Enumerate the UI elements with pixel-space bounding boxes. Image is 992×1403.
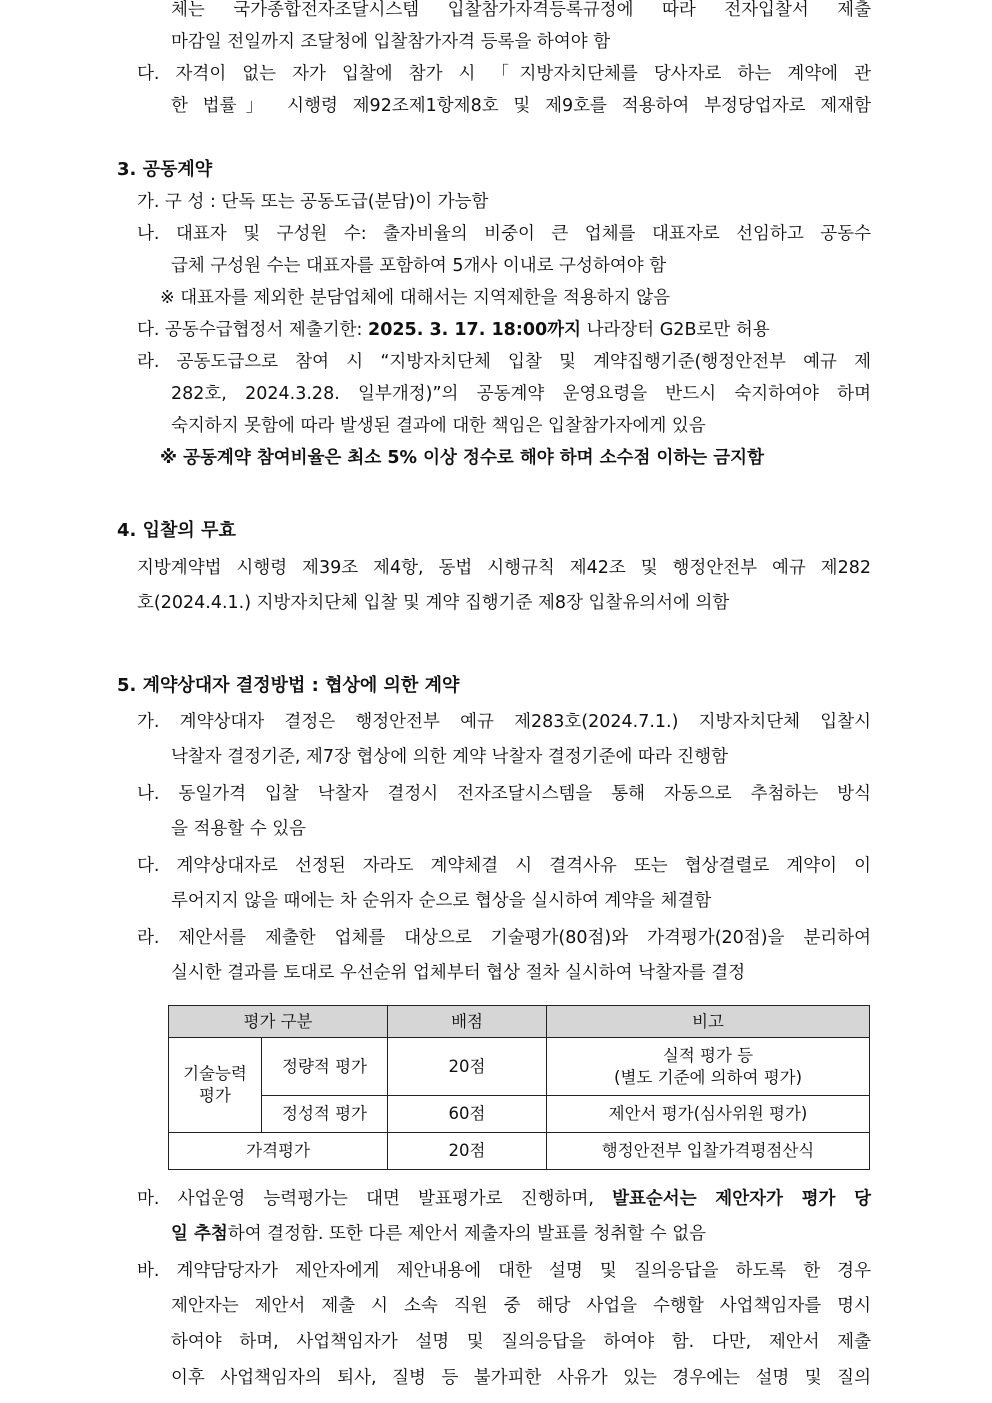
s5-item-ma-bold-1: 발표순서는 제안자가 평가 당	[612, 1189, 871, 1209]
s5-item-ba-line-2: 제안자는 제안서 제출 시 소속 직원 중 해당 사업을 수행할 사업책임자를 명시	[171, 1296, 871, 1316]
qualitative-score: 60점	[388, 1096, 547, 1133]
s5-item-ma-prefix: 마. 사업운영 능력평가는 대면 발표평가로 진행하며,	[137, 1189, 613, 1209]
item-da-line-1: 다. 자격이 없는 자가 입찰에 참가 시 「지방자치단체를 당사자로 하는 계약에 관	[137, 64, 871, 84]
qualitative-item: 정성적 평가	[262, 1096, 388, 1133]
qualification-line-2: 마감일 전일까지 조달청에 입찰참가자격 등록을 하여야 함	[171, 32, 611, 52]
tech-ability-label-2: 평가	[199, 1086, 231, 1105]
s5-item-na-line-2: 을 적용할 수 있음	[171, 819, 307, 839]
s3-item-ra-line-3: 숙지하지 못함에 따라 발생된 결과에 대한 책임은 입찰참가자에게 있음	[171, 416, 706, 436]
table-row	[169, 1096, 870, 1133]
quantitative-note-2: (별도 기준에 의하여 평가)	[614, 1067, 803, 1087]
s5-item-ma-bold-2: 일 추첨	[171, 1224, 228, 1244]
quantitative-note-1: 실적 평가 등	[662, 1045, 754, 1065]
evaluation-table	[168, 1005, 870, 1170]
table-row	[169, 1133, 870, 1170]
s3-item-da-suffix: 나라장터 G2B로만 허용	[581, 320, 770, 340]
qualification-line-1: 체는 국가종합전자조달시스템 입찰참가자격등록규정에 따라 전자입찰서 제출	[171, 0, 871, 20]
s3-item-na-line-1: 나. 대표자 및 구성원 수: 출자비율의 비중이 큰 업체를 대표자로 선임하고 공동수	[137, 224, 871, 244]
tech-ability-cell	[169, 1038, 262, 1133]
s5-item-ga-line-2: 낙찰자 결정기준, 제7장 협상에 의한 계약 낙찰자 결정기준에 따라 진행함	[171, 747, 729, 767]
section-3-heading: 3. 공동계약	[117, 159, 213, 180]
s5-item-ga-line-1: 가. 계약상대자 결정은 행정안전부 예규 제283호(2024.7.1.) 지방자치단체 입찰시	[137, 712, 871, 732]
s3-item-da-prefix: 다. 공동수급협정서 제출기한:	[137, 320, 369, 340]
s5-item-ma-line-2	[171, 1222, 706, 1246]
s3-item-na-line-2: 급체 구성원 수는 대표자를 포함하여 5개사 이내로 구성하여야 함	[171, 256, 667, 276]
s5-item-ma-line-1	[137, 1187, 871, 1211]
s5-item-ba-line-1: 바. 계약담당자가 제안자에게 제안내용에 대한 설명 및 질의응답을 하도록 한 경우	[137, 1261, 871, 1281]
qualitative-note: 제안서 평가(심사위원 평가)	[547, 1096, 870, 1133]
quantitative-score: 20점	[388, 1038, 547, 1096]
section-5-heading: 5. 계약상대자 결정방법 : 협상에 의한 계약	[117, 675, 460, 696]
header-category: 평가 구분	[169, 1006, 388, 1038]
s3-note-region: ※ 대표자를 제외한 분담업체에 대해서는 지역제한을 적용하지 않음	[160, 288, 671, 308]
s5-item-ra-line-2: 실시한 결과를 토대로 우선순위 업체부터 협상 절차 실시하여 낙찰자를 결정	[171, 963, 746, 983]
s5-item-ba-line-4: 이후 사업책임자의 퇴사, 질병 등 불가피한 사유가 있는 경우에는 설명 및 질의	[171, 1368, 871, 1388]
s5-item-ma-suffix: 하여 결정함. 또한 다른 제안서 제출자의 발표를 청취할 수 없음	[227, 1224, 707, 1244]
header-note: 비고	[547, 1006, 870, 1038]
s3-item-ga: 가. 구 성 : 단독 또는 공동도급(분담)이 가능함	[137, 192, 489, 212]
price-note: 행정안전부 입찰가격평점산식	[547, 1133, 870, 1170]
s3-deadline: 2025. 3. 17. 18:00까지	[368, 320, 581, 340]
item-da-line-2: 한 법률」 시행령 제92조제1항제8호 및 제9호를 적용하여 부정당업자로 제재함	[171, 96, 871, 116]
s4-line-2: 호(2024.4.1.) 지방자치단체 입찰 및 계약 집행기준 제8장 입찰유의서에 의함	[137, 593, 730, 613]
quantitative-item: 정량적 평가	[262, 1038, 388, 1096]
s3-item-da	[137, 318, 770, 342]
price-item: 가격평가	[169, 1133, 388, 1170]
section-4-heading: 4. 입찰의 무효	[117, 520, 236, 541]
table-row	[169, 1038, 870, 1096]
s3-note-ratio: ※ 공동계약 참여비율은 최소 5% 이상 정수로 해야 하며 소수점 이하는 금지함	[160, 448, 764, 468]
s4-line-1: 지방계약법 시행령 제39조 제4항, 동법 시행규칙 제42조 및 행정안전부 예규 제282	[137, 558, 871, 578]
s5-item-ba-line-3: 하여야 하며, 사업책임자가 설명 및 질의응답을 하여야 함. 다만, 제안서 제출	[171, 1332, 871, 1352]
tech-ability-label-1: 기술능력	[183, 1064, 247, 1083]
price-score: 20점	[388, 1133, 547, 1170]
s5-item-da-line-1: 다. 계약상대자로 선정된 자라도 계약체결 시 결격사유 또는 협상결렬로 계약이 이	[137, 856, 871, 876]
table-header-row	[169, 1006, 870, 1038]
s3-item-ra-line-2: 282호, 2024.3.28. 일부개정)”의 공동계약 운영요령을 반드시 숙지하여야 하며	[171, 384, 871, 404]
quantitative-note	[547, 1038, 870, 1096]
s3-item-ra-line-1: 라. 공동도급으로 참여 시 “지방자치단체 입찰 및 계약집행기준(행정안전부 예규 제	[137, 352, 871, 372]
header-score: 배점	[388, 1006, 547, 1038]
s5-item-ra-line-1: 라. 제안서를 제출한 업체를 대상으로 기술평가(80점)와 가격평가(20점)을 분리하여	[137, 928, 871, 948]
s5-item-na-line-1: 나. 동일가격 입찰 낙찰자 결정시 전자조달시스템을 통해 자동으로 추첨하는 방식	[137, 784, 871, 804]
s5-item-da-line-2: 루어지지 않을 때에는 차 순위자 순으로 협상을 실시하여 계약을 체결함	[171, 891, 712, 911]
